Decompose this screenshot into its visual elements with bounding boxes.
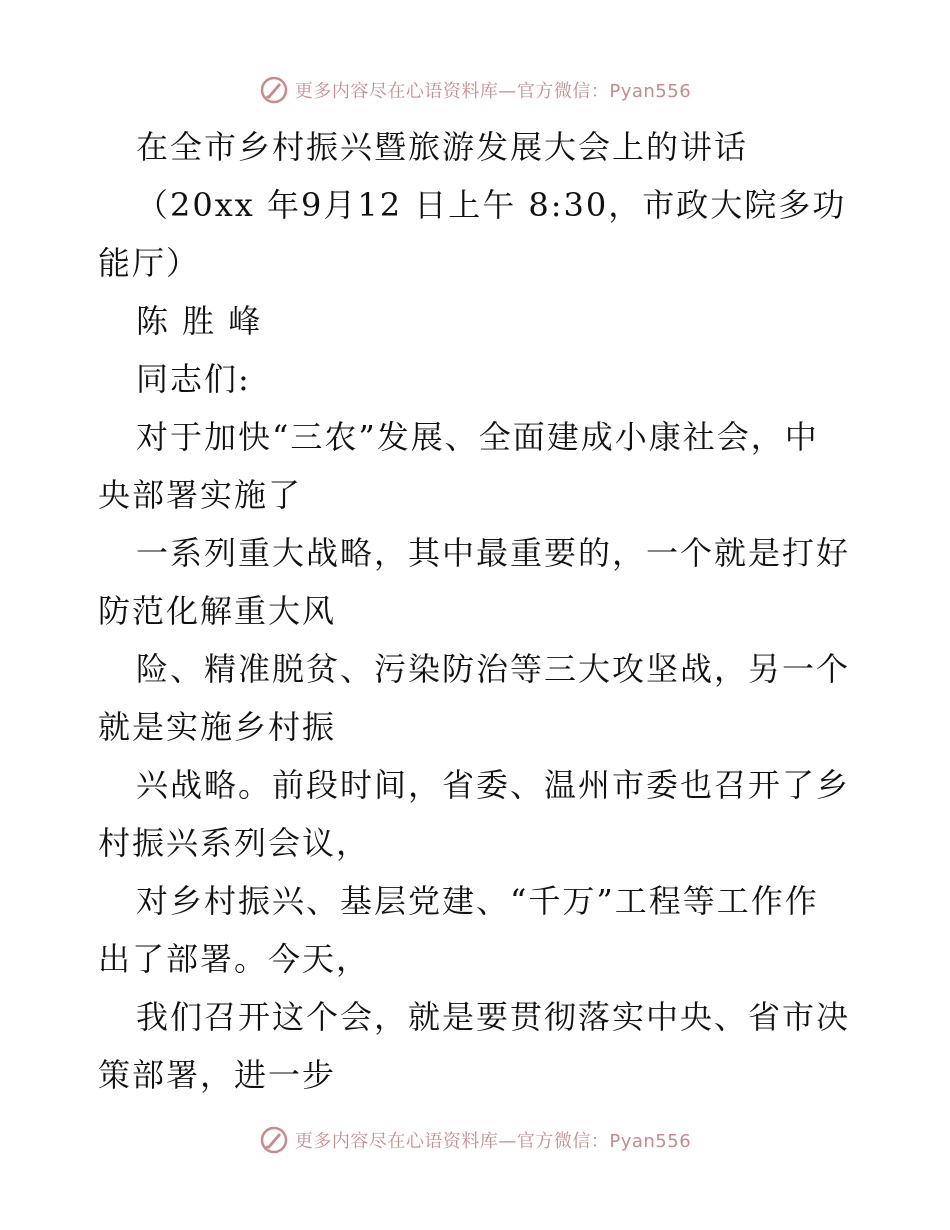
paragraph-line: 兴战略。前段时间，省委、温州市委也召开了乡 xyxy=(136,766,851,804)
header-watermark xyxy=(0,70,950,110)
paragraph-line: 央部署实施了 xyxy=(98,476,303,514)
watermark-text: 更多内容尽在心语资料库—官方微信：Pyan556 xyxy=(294,81,692,102)
salutation: 同志们: xyxy=(136,360,251,398)
speech-title: 在全市乡村振兴暨旅游发展大会上的讲话 xyxy=(136,128,749,166)
paragraph-line: 我们召开这个会，就是要贯彻落实中央、省市决 xyxy=(136,998,851,1036)
speech-meta-line-2: 能厅） xyxy=(98,244,201,282)
paragraph-line: 出了部署。今天， xyxy=(98,940,371,978)
document-body xyxy=(98,118,858,1104)
speech-meta-line-1: （20xx 年9月12 日上午 8:30，市政大院多功 xyxy=(136,186,847,224)
paragraph-line: 防范化解重大风 xyxy=(98,592,337,630)
paragraph-line: 村振兴系列会议， xyxy=(98,824,371,862)
quill-logo-icon xyxy=(259,75,289,105)
paragraph-line: 对乡村振兴、基层党建、“千万”工程等工作作 xyxy=(136,882,819,920)
footer-watermark xyxy=(0,1120,950,1160)
paragraph-line: 一系列重大战略，其中最重要的，一个就是打好 xyxy=(136,534,851,572)
paragraph-line: 对于加快“三农”发展、全面建成小康社会，中 xyxy=(136,418,819,456)
speaker-name: 陈 胜 峰 xyxy=(136,302,263,340)
paragraph-line: 就是实施乡村振 xyxy=(98,708,337,746)
paragraph-line: 策部署，进一步 xyxy=(98,1056,337,1094)
quill-logo-icon xyxy=(259,1125,289,1155)
watermark-text: 更多内容尽在心语资料库—官方微信：Pyan556 xyxy=(294,1131,692,1152)
paragraph-line: 险、精准脱贫、污染防治等三大攻坚战，另一个 xyxy=(136,650,851,688)
